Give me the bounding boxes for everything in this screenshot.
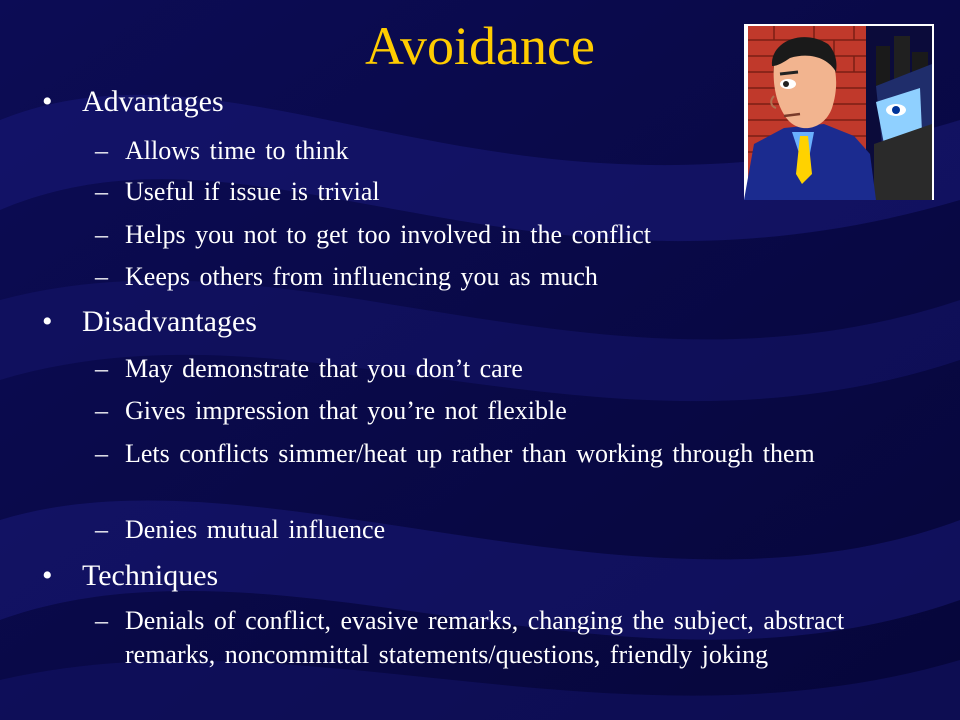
dash-marker: – [95,515,108,544]
bullet-disadvantages [42,304,257,340]
bullet-heading: Disadvantages [82,305,257,338]
sub-item-text: Useful if issue is trivial [125,177,380,206]
bullet-marker: • [42,85,53,118]
dash-marker: – [95,136,108,165]
sub-item [95,175,885,209]
sub-item [95,134,885,168]
bullet-heading: Advantages [82,85,224,118]
dash-marker: – [95,220,108,249]
bullet-marker: • [42,305,53,338]
bullet-heading: Techniques [82,559,219,592]
sub-item [95,394,885,428]
sub-item [95,513,885,547]
sub-item-text: Denies mutual influence [125,515,386,544]
sub-item [95,352,885,386]
dash-marker: – [95,606,108,635]
dash-marker: – [95,177,108,206]
sub-item-text: Keeps others from influencing you as much [125,262,598,291]
sub-item-text: Lets conflicts simmer/heat up rather than working through them [125,439,815,468]
sub-item-text: Gives impression that you’re not flexible [125,396,567,425]
dash-marker: – [95,354,108,383]
sub-item [95,218,885,252]
sub-item-text: Denials of conflict, evasive remarks, changing the subject, abstract remarks, noncommittal statements/questions, friendly joking [125,606,845,669]
sub-item [95,437,885,471]
sub-item-text: May demonstrate that you don’t care [125,354,523,383]
dash-marker: – [95,396,108,425]
bullet-advantages [42,84,224,120]
sub-item [95,260,885,294]
sub-item-text: Allows time to think [125,136,349,165]
dash-marker: – [95,439,108,468]
bullet-marker: • [42,559,53,592]
slide-title: Avoidance [365,16,595,76]
sub-item [95,604,885,672]
sub-item-text: Helps you not to get too involved in the conflict [125,220,651,249]
bullet-techniques [42,558,218,594]
dash-marker: – [95,262,108,291]
